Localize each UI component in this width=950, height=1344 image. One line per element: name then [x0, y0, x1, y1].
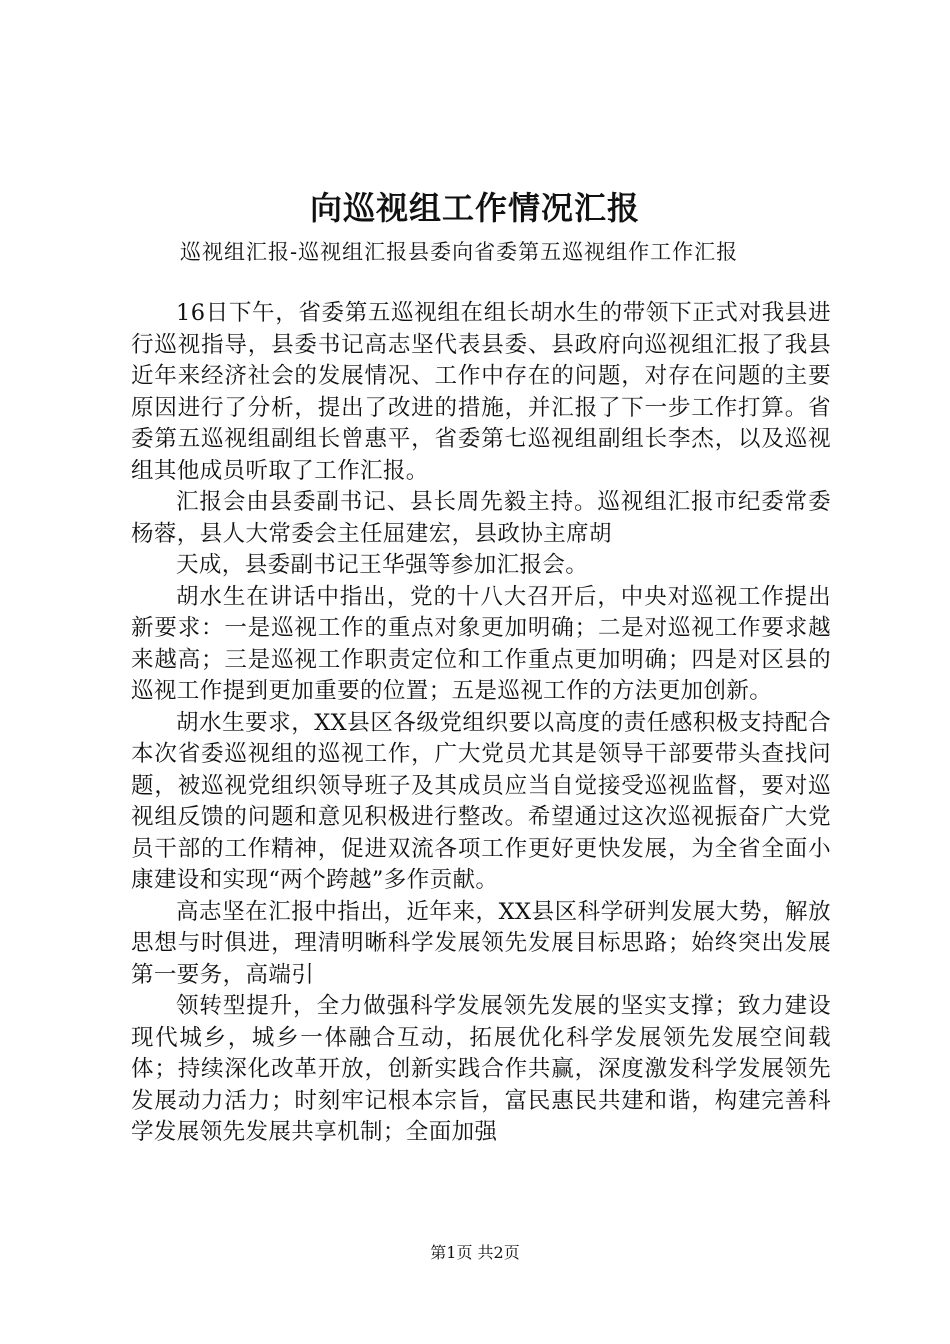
paragraph: 胡水生要求，XX县区各级党组织要以高度的责任感积极支持配合本次省委巡视组的巡视工作，广大党员尤其是领导干部要带头查找问题，被巡视党组织领导班子及其成员应当自觉接受巡视监督，要对巡视组反馈的问题和意见积极进行整改。希望通过这次巡视振奋广大党员干部的工作精神，促进双流各项工作更好更快发展，为全省全面小康建设和实现“两个跨越”多作贡献。	[131, 709, 831, 893]
document-subtitle: 巡视组汇报-巡视组汇报县委向省委第五巡视组作工作汇报	[180, 240, 739, 264]
document-body	[131, 298, 831, 1149]
document-title: 向巡视组工作情况汇报	[309, 189, 640, 227]
paragraph: 高志坚在汇报中指出，近年来，XX县区科学研判发展大势，解放思想与时俱进，理清明晰科学发展领先发展目标思路；始终突出发展第一要务，高端引	[131, 898, 831, 988]
paragraph: 领转型提升，全力做强科学发展领先发展的坚实支撑；致力建设现代城乡，城乡一体融合互动，拓展优化科学发展领先发展空间载体；持续深化改革开放，创新实践合作共赢，深度激发科学发展领先发展动力活力；时刻牢记根本宗旨，富民惠民共建和谐，构建完善科学发展领先发展共享机制；全面加强	[131, 993, 831, 1145]
paragraph: 天成，县委副书记王华强等参加汇报会。	[176, 552, 589, 578]
paragraph: 汇报会由县委副书记、县长周先毅主持。巡视组汇报市纪委常委杨蓉，县人大常委会主任屈建宏，县政协主席胡	[131, 489, 831, 547]
page-number-footer: 第1页 共2页	[430, 1243, 520, 1262]
paragraph: 16日下午，省委第五巡视组在组长胡水生的带领下正式对我县进行巡视指导，县委书记高志坚代表县委、县政府向巡视组汇报了我县近年来经济社会的发展情况、工作中存在的问题，对存在问题的主要原因进行了分析，提出了改进的措施，并汇报了下一步工作打算。省委第五巡视组副组长曾惠平，省委第七巡视组副组长李杰，以及巡视组其他成员听取了工作汇报。	[131, 300, 831, 484]
paragraph: 胡水生在讲话中指出，党的十八大召开后，中央对巡视工作提出新要求：一是巡视工作的重点对象更加明确；二是对巡视工作要求越来越高；三是巡视工作职责定位和工作重点更加明确；四是对区县的巡视工作提到更加重要的位置；五是巡视工作的方法更加创新。	[131, 583, 831, 704]
